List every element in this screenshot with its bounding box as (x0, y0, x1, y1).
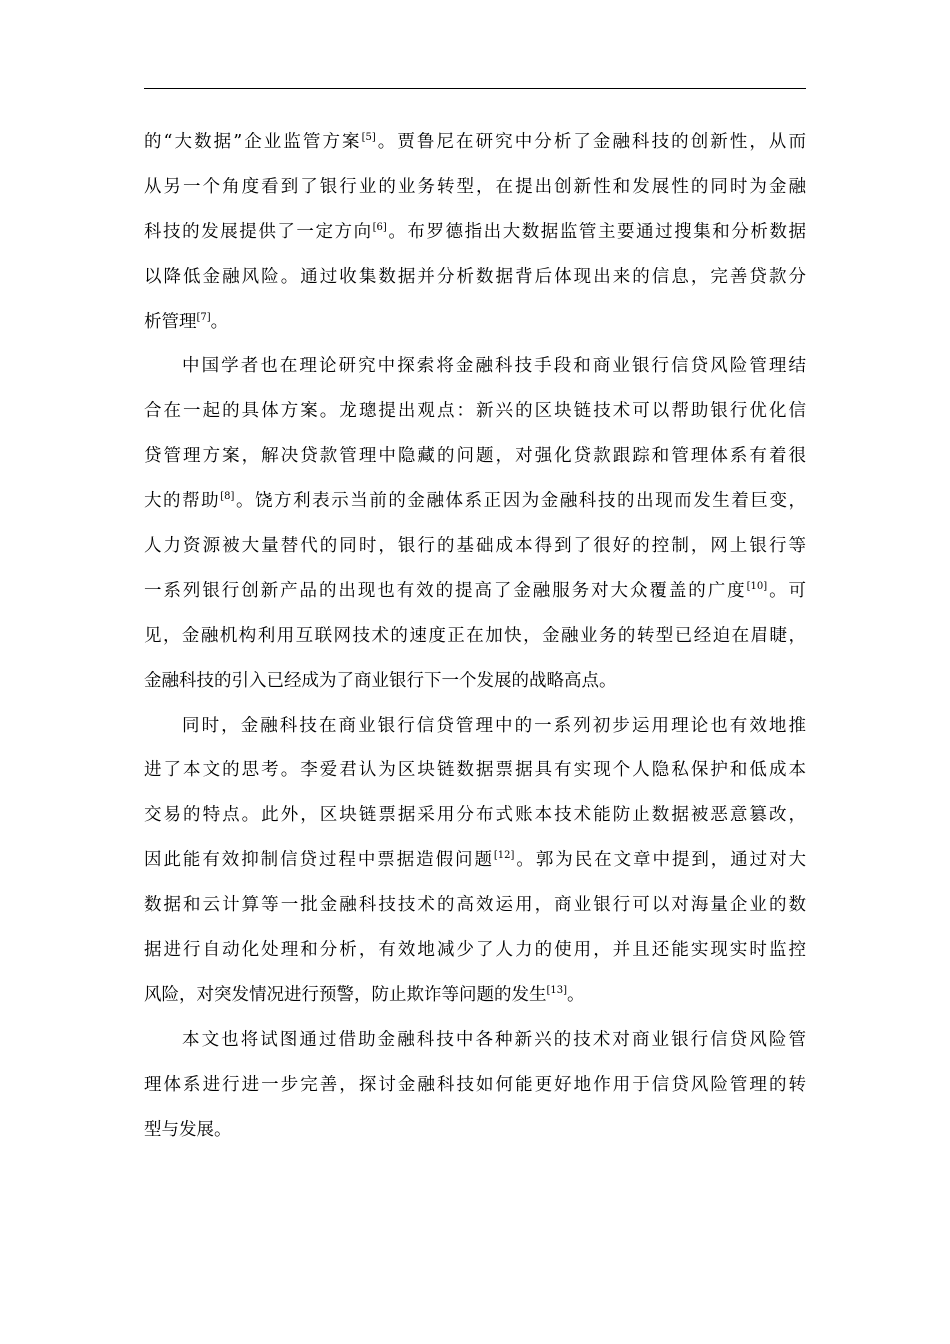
paragraph-2 (144, 344, 806, 703)
text-line: 人力资源被大量替代的同时，银行的基础成本得到了很好的控制，网上银行等 (144, 536, 806, 557)
citation-ref: [8] (220, 491, 235, 503)
text-line: 大的帮助[8]。饶方利表示当前的金融体系正因为金融科技的出现而发生着巨变， (144, 491, 807, 512)
text-line: 数据和云计算等一批金融科技技术的高效运用，商业银行可以对海量企业的数 (144, 895, 806, 916)
citation-ref: [10] (746, 580, 768, 592)
text-line: 中国学者也在理论研究中探索将金融科技手段和商业银行信贷风险管理结 (182, 356, 806, 377)
text-line: 以降低金融风险。通过收集数据并分析数据背后体现出来的信息，完善贷款分 (144, 266, 806, 287)
text-line: 的“大数据”企业监管方案[5]。贾鲁尼在研究中分析了金融科技的创新性，从而 (144, 132, 806, 152)
text-line: 一系列银行创新产品的出现也有效的提高了金融服务对大众覆盖的广度[10]。可 (144, 580, 807, 601)
text-line: 析管理[7]。 (144, 311, 229, 332)
paragraph-1 (144, 120, 806, 344)
text-line: 合在一起的具体方案。龙璁提出观点：新兴的区块链技术可以帮助银行优化信 (144, 401, 806, 422)
paragraph-4 (144, 1018, 806, 1153)
text-line: 因此能有效抑制信贷过程中票据造假问题[12]。郭为民在文章中提到，通过对大 (144, 850, 807, 871)
text-line: 风险，对突发情况进行预警，防止欺诈等问题的发生[13]。 (144, 984, 585, 1005)
citation-ref: [6] (372, 221, 387, 233)
text-line: 据进行自动化处理和分析，有效地减少了人力的使用，并且还能实现实时监控 (144, 940, 806, 961)
citation-ref: [13] (546, 984, 568, 996)
text-line: 见，金融机构利用互联网技术的速度正在加快，金融业务的转型已经迫在眉睫， (144, 625, 806, 646)
document-body (144, 120, 806, 1152)
text-line: 理体系进行进一步完善，探讨金融科技如何能更好地作用于信贷风险管理的转 (144, 1074, 806, 1095)
text-line: 型与发展。 (144, 1119, 232, 1140)
text-line: 金融科技的引入已经成为了商业银行下一个发展的战略高点。 (144, 670, 617, 691)
paragraph-3 (144, 704, 806, 1018)
text-line: 交易的特点。此外，区块链票据采用分布式账本技术能防止数据被恶意篡改， (144, 805, 806, 826)
text-line: 本文也将试图通过借助金融科技中各种新兴的技术对商业银行信贷风险管 (182, 1029, 806, 1050)
header-rule (144, 88, 806, 89)
citation-ref: [5] (361, 132, 376, 143)
citation-ref: [7] (196, 311, 211, 323)
text-line: 进了本文的思考。李爱君认为区块链数据票据具有实现个人隐私保护和低成本 (144, 760, 806, 781)
text-line: 从另一个角度看到了银行业的业务转型，在提出创新性和发展性的同时为金融 (144, 176, 806, 197)
citation-ref: [12] (493, 850, 515, 862)
text-line: 同时，金融科技在商业银行信贷管理中的一系列初步运用理论也有效地推 (182, 715, 806, 736)
text-line: 贷管理方案，解决贷款管理中隐藏的问题，对强化贷款跟踪和管理体系有着很 (144, 446, 806, 467)
text-line: 科技的发展提供了一定方向[6]。布罗德指出大数据监管主要通过搜集和分析数据 (144, 221, 807, 242)
